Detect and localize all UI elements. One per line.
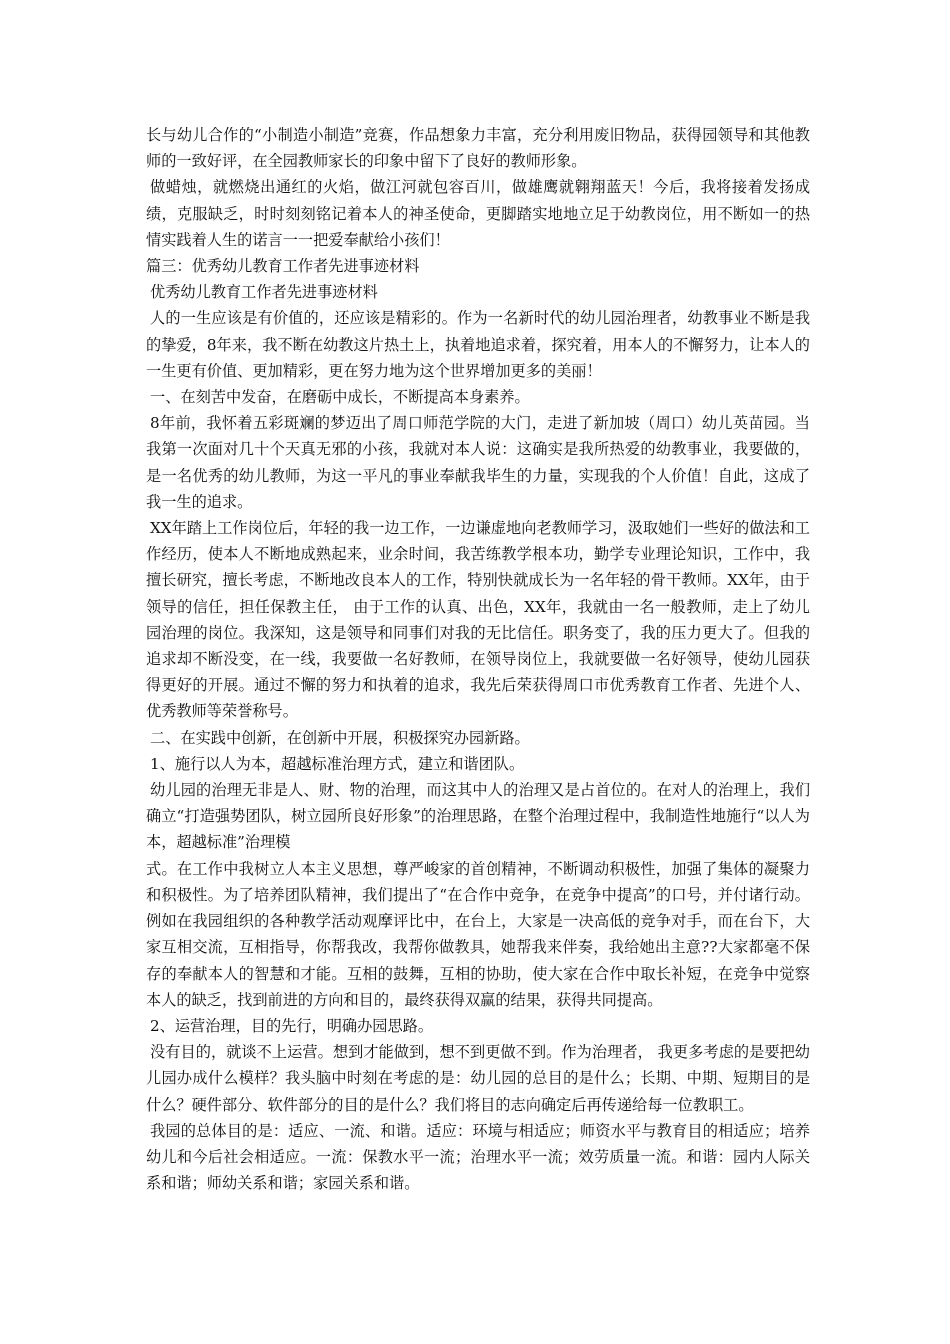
subheading-1: 1、施行以人为本，超越标准治理方式，建立和谐团队。 xyxy=(150,754,525,773)
subheading-2: 2、运营治理，目的先行，明确办园思路。 xyxy=(150,1016,434,1035)
paragraph-intro: 人的一生应该是有价值的，还应该是精彩的。作为一名新时代的幼儿园治理者，幼教事业不断是我的挚爱，8年来，我不断在幼教这片热土上，执着地追求着，探究着，用本人的不懈努力，让本人的一生更有价值、更加精彩，更在努力地为这个世界增加更多的美丽！ xyxy=(146,309,810,380)
paragraph-goals: 没有目的，就谈不上运营。想到才能做到，想不到更做不到。作为治理者， 我更多考虑的是要把幼儿园办成什么模样？我头脑中时刻在考虑的是：幼儿园的总目的是什么；长期、中期、短期目的是什么？硬件部分、软件部分的目的是什么？我们将目的志向确定后再传递给每一位教职工。 xyxy=(146,1043,810,1114)
paragraph-teamwork: 式。在工作中我树立人本主义思想，尊严峻家的首创精神，不断调动积极性，加强了集体的凝聚力和积极性。为了培养团队精神，我们提出了“在合作中竞争，在竞争中提高”的口号，并付诸行动。例如在我园组织的各种教学活动观摩评比中，在台上，大家是一决高低的竞争对手，而在台下，大家互相交流，互相指导，你帮我改，我帮你做教具，她帮我来伴奏，我给她出主意??大家都毫不保存的奉献本人的智慧和才能。互相的鼓舞，互相的协助，使大家在合作中取长补短，在竞争中觉察本人的缺乏，找到前进的方向和目的，最终获得双赢的结果，获得共同提高。 xyxy=(146,859,810,1009)
paragraph-management: 幼儿园的治理无非是人、财、物的治理，而这其中人的治理又是占首位的。在对人的治理上，我们确立“打造强势团队，树立园所良好形象”的治理思路，在整个治理过程中，我制造性地施行“以人为本，超越标准”治理模 xyxy=(146,781,810,852)
section-heading-1: 一、在刻苦中发奋，在磨砺中成长，不断提高本身素养。 xyxy=(150,388,530,407)
paragraph-8-years: 8年前，我怀着五彩斑斓的梦迈出了周口师范学院的大门，走进了新加坡（周口）幼儿英苗园。当我第一次面对几十个天真无邪的小孩，我就对本人说：这确实是我所热爱的幼教事业，我要做的，是一名优秀的幼儿教师，为这一平凡的事业奉献我毕生的力量，实现我的个人价值！自此，这成了我一生的追求。 xyxy=(146,414,810,511)
paragraph-1: 长与幼儿合作的“小制造小制造”竞赛，作品想象力丰富，充分利用废旧物品，获得园领导和其他教师的一致好评，在全园教师家长的印象中留下了良好的教师形象。 xyxy=(146,126,810,171)
paragraph-2: 做蜡烛，就燃烧出通红的火焰，做江河就包容百川，做雄鹰就翱翔蓝天！今后，我将接着发扬成绩，克服缺乏，时时刻刻铭记着本人的神圣使命，更脚踏实地地立足于幼教岗位，用不断如一的热情实践着人生的诺言一一把爱奉献给小孩们！ xyxy=(146,178,810,249)
paragraph-overall-goal: 我园的总体目的是：适应、一流、和谐。适应：环境与相适应；师资水平与教育目的相适应；培养幼儿和今后社会相适应。一流：保教水平一流；治理水平一流；效劳质量一流。和谐：园内人际关系和谐；师幼关系和谐；家园关系和谐。 xyxy=(146,1121,810,1193)
section-heading-2: 二、在实践中创新，在创新中开展，积极探究办园新路。 xyxy=(150,728,530,747)
document-title: 优秀幼儿教育工作者先进事迹材料 xyxy=(150,283,378,302)
document-page xyxy=(146,122,810,1196)
paragraph-career: XX年踏上工作岗位后，年轻的我一边工作，一边谦虚地向老教师学习，汲取她们一些好的做法和工作经历，使本人不断地成熟起来，业余时间，我苦练教学根本功，勤学专业理论知识，工作中，我擅长研究，擅长考虑，不断地改良本人的工作，特别快就成长为一名年轻的骨干教师。XX年，由于领导的信任，担任保教主任， 由于工作的认真、出色，XX年，我就由一名一般教师，走上了幼儿园治理的岗位。我深知，这是领导和同事们对我的无比信任。职务变了，我的压力更大了。但我的追求却不断没变，在一线，我要做一名好教师，在领导岗位上，我就要做一名好领导，使幼儿园获得更好的开展。通过不懈的努力和执着的追求，我先后荣获得周口市优秀教育工作者、先进个人、优秀教师等荣誉称号。 xyxy=(146,519,810,721)
section-heading-3: 篇三：优秀幼儿教育工作者先进事迹材料 xyxy=(146,257,420,276)
